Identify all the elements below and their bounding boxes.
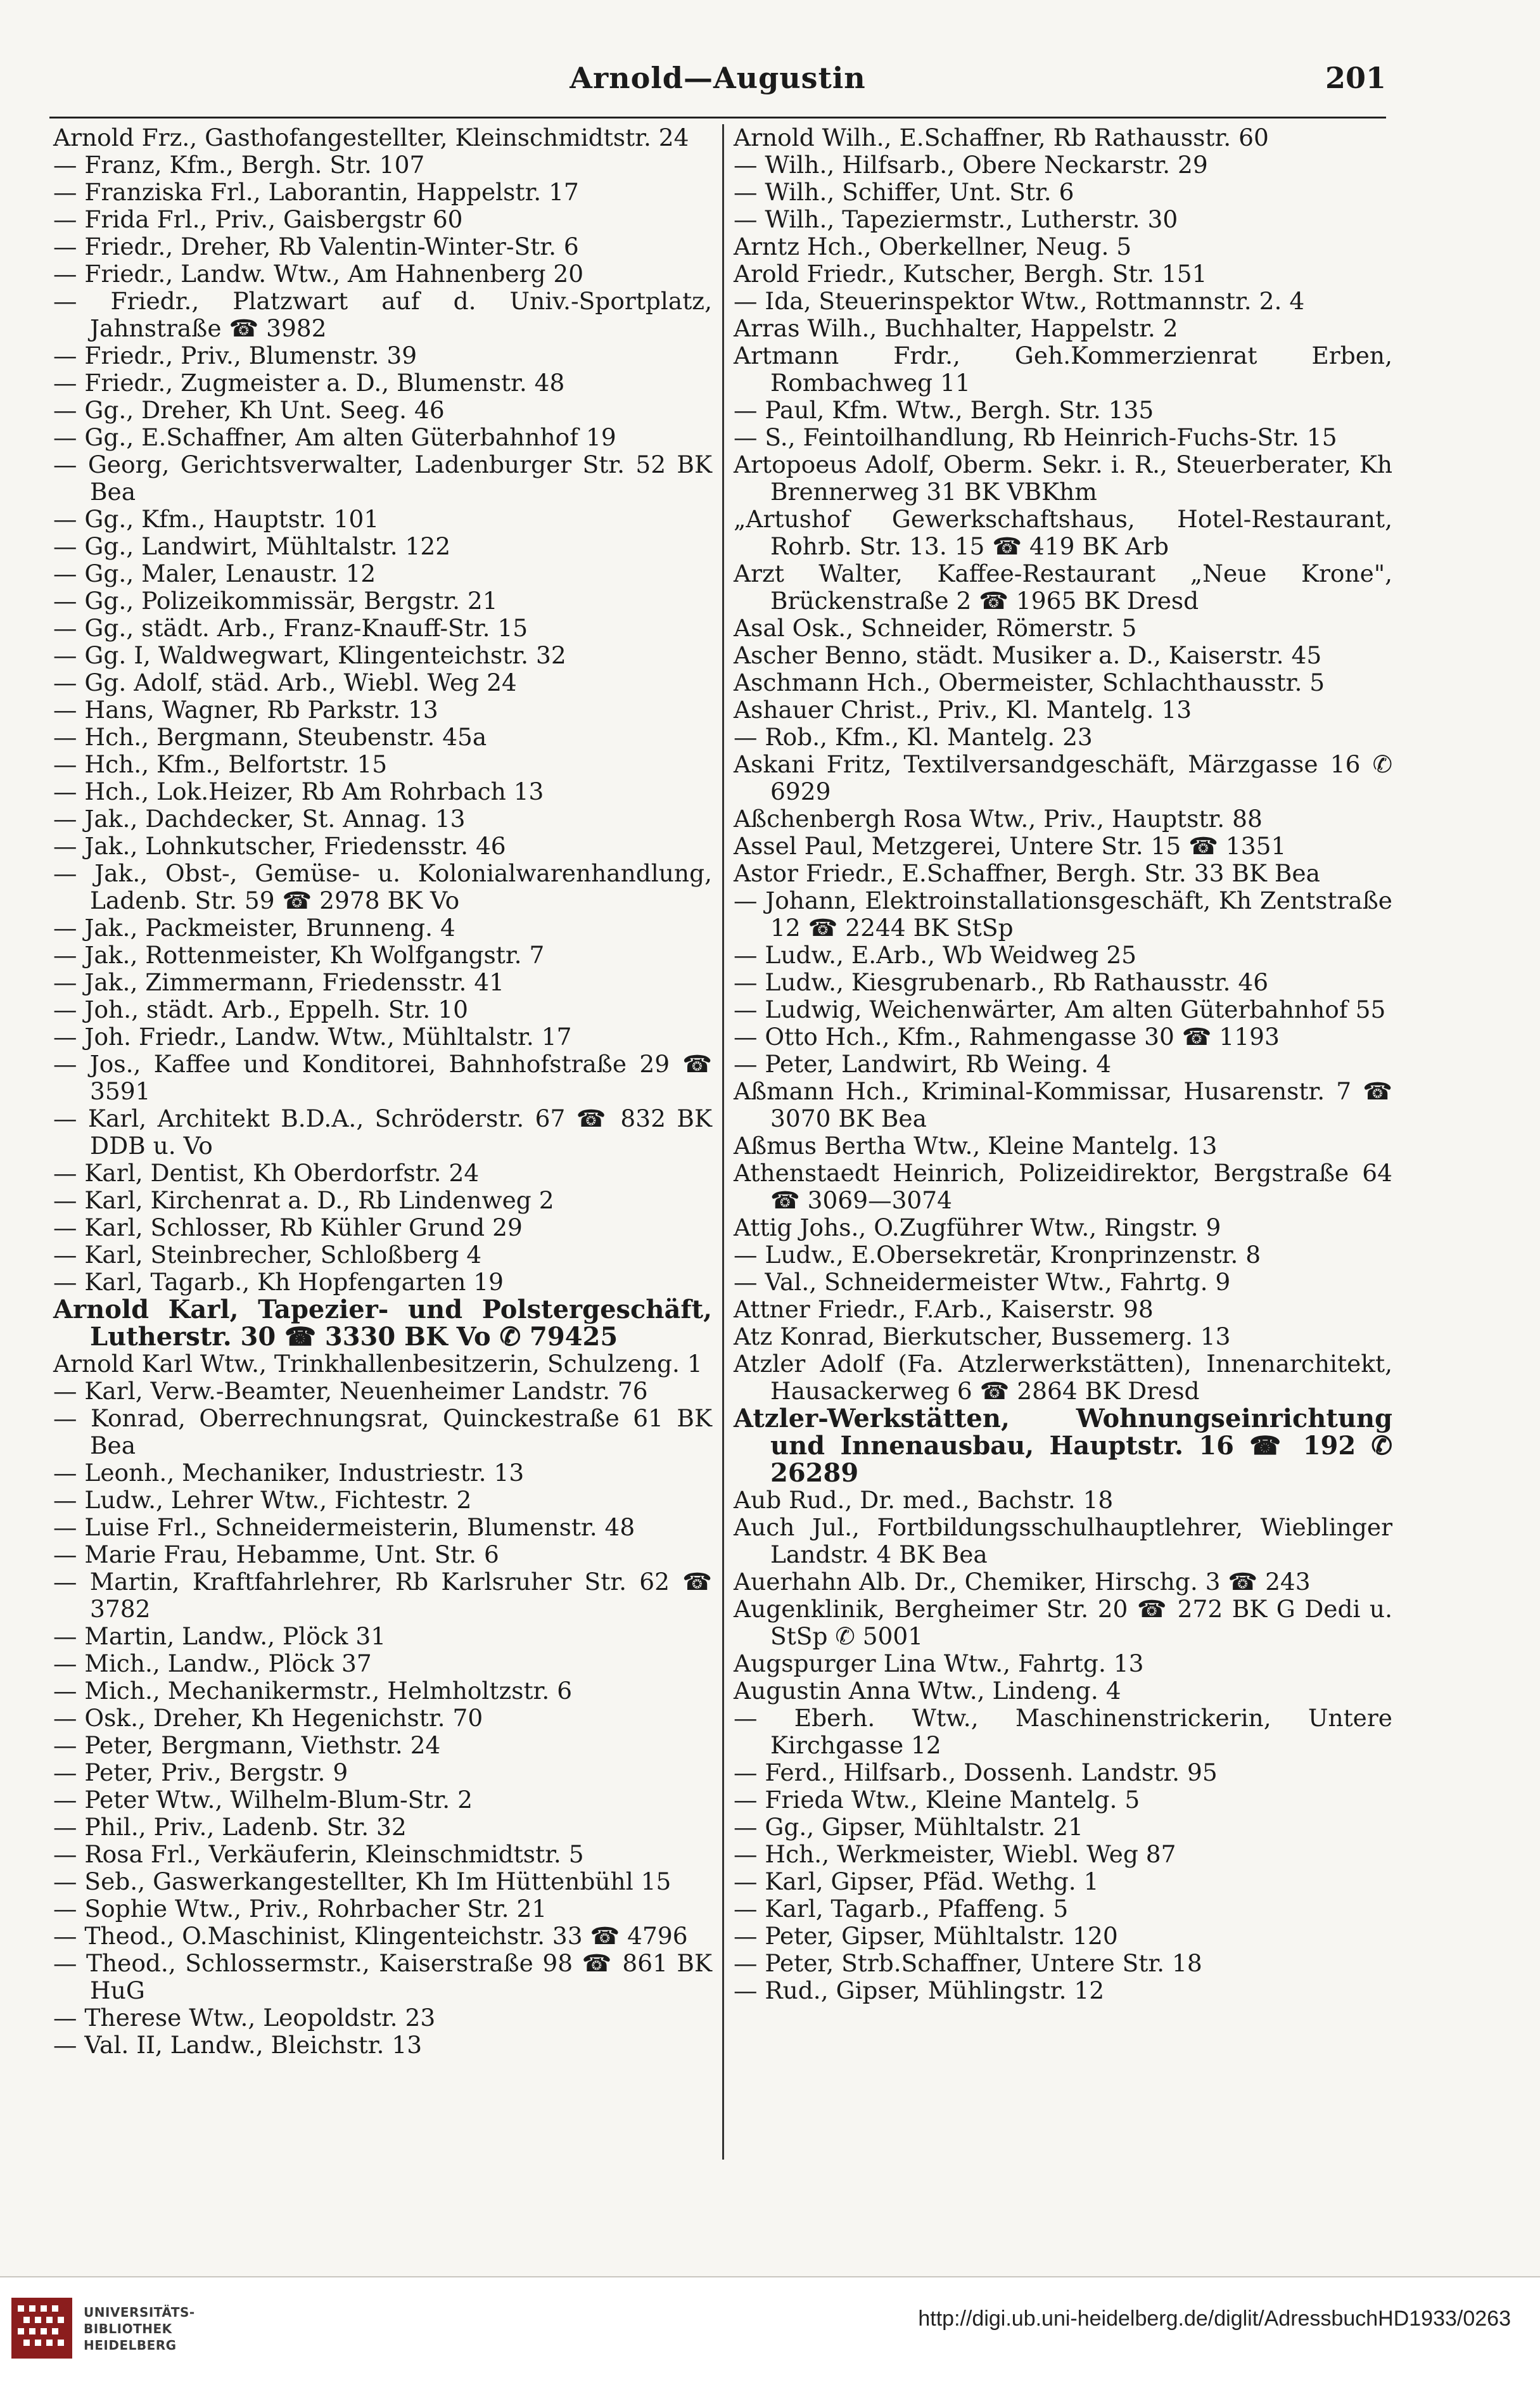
directory-entry: Ascher Benno, städt. Musiker a. D., Kaiserstr. 45 xyxy=(734,641,1322,669)
directory-entry: — Joh. Friedr., Landw. Wtw., Mühltalstr. 17 xyxy=(53,1023,572,1051)
directory-entry: — Frida Frl., Priv., Gaisbergstr 60 xyxy=(53,205,463,233)
directory-entry: — Jos., Kaffee und Konditorei, Bahnhofstraße 29 ☎ 3591 xyxy=(53,1050,712,1105)
library-logo-icon xyxy=(10,2296,73,2360)
directory-entry: — Theod., O.Maschinist, Klingenteichstr. 33 ☎ 4796 xyxy=(53,1922,688,1950)
directory-entry: Artmann Frdr., Geh.Kommerzienrat Erben, Rombachweg 11 xyxy=(734,342,1392,397)
library-logo[interactable] xyxy=(10,2296,219,2366)
directory-entry: — Rud., Gipser, Mühlingstr. 12 xyxy=(734,1976,1105,2004)
directory-entry: Auch Jul., Fortbildungsschulhauptlehrer, Wieblinger Landstr. 4 BK Bea xyxy=(734,1513,1392,1568)
directory-entry: Aub Rud., Dr. med., Bachstr. 18 xyxy=(734,1486,1114,1514)
directory-entry: — Paul, Kfm. Wtw., Bergh. Str. 135 xyxy=(734,396,1154,424)
directory-entry: — Otto Hch., Kfm., Rahmengasse 30 ☎ 1193 xyxy=(734,1023,1280,1051)
directory-entry: — Karl, Verw.-Beamter, Neuenheimer Landstr. 76 xyxy=(53,1377,648,1405)
directory-entry: — Gg., Gipser, Mühltalstr. 21 xyxy=(734,1813,1083,1841)
directory-entry: Arntz Hch., Oberkellner, Neug. 5 xyxy=(734,233,1132,260)
directory-entry: — Peter, Priv., Bergstr. 9 xyxy=(53,1758,348,1786)
directory-entry: — Hch., Bergmann, Steubenstr. 45a xyxy=(53,723,487,751)
directory-entry: — Friedr., Zugmeister a. D., Blumenstr. 48 xyxy=(53,369,565,397)
directory-entry: — Karl, Kirchenrat a. D., Rb Lindenweg 2 xyxy=(53,1186,554,1214)
library-name xyxy=(84,2304,195,2353)
directory-entry: — Ida, Steuerinspektor Wtw., Rottmannstr. 2. 4 xyxy=(734,287,1305,315)
directory-entry: — Val., Schneidermeister Wtw., Fahrtg. 9 xyxy=(734,1268,1231,1296)
directory-entry: Assel Paul, Metzgerei, Untere Str. 15 ☎ 1351 xyxy=(734,832,1287,860)
directory-entry: — Friedr., Dreher, Rb Valentin-Winter-Str. 6 xyxy=(53,233,579,260)
directory-entry: Arnold Karl, Tapezier- und Polstergeschäft, Lutherstr. 30 ☎ 3330 BK Vo ✆ 79425 xyxy=(53,1295,712,1352)
library-name-line-2: BIBLIOTHEK xyxy=(84,2321,172,2336)
directory-entry: Aschmann Hch., Obermeister, Schlachthausstr. 5 xyxy=(734,669,1325,696)
library-name-line-3: HEIDELBERG xyxy=(84,2338,177,2353)
directory-entry: — Mich., Landw., Plöck 37 xyxy=(53,1649,372,1677)
directory-entry: — Osk., Dreher, Kh Hegenichstr. 70 xyxy=(53,1704,483,1732)
directory-entry: — Gg. I, Waldwegwart, Klingenteichstr. 32 xyxy=(53,641,566,669)
directory-entry: — Ferd., Hilfsarb., Dossenh. Landstr. 95 xyxy=(734,1758,1218,1786)
directory-entry: — Karl, Schlosser, Rb Kühler Grund 29 xyxy=(53,1213,523,1241)
directory-entry: — Ludwig, Weichenwärter, Am alten Güterbahnhof 55 xyxy=(734,996,1386,1023)
directory-entry: — Gg., Polizeikommissär, Bergstr. 21 xyxy=(53,587,498,615)
directory-entry: — Jak., Zimmermann, Friedensstr. 41 xyxy=(53,968,505,996)
directory-entry: — Johann, Elektroinstallationsgeschäft, Kh Zentstraße 12 ☎ 2244 BK StSp xyxy=(734,887,1392,942)
directory-entry: — Friedr., Landw. Wtw., Am Hahnenberg 20 xyxy=(53,260,584,288)
directory-entry: — Martin, Kraftfahrlehrer, Rb Karlsruher Str. 62 ☎ 3782 xyxy=(53,1568,712,1623)
directory-entry: Astor Friedr., E.Schaffner, Bergh. Str. 33 BK Bea xyxy=(734,859,1320,887)
directory-entry: — Frieda Wtw., Kleine Mantelg. 5 xyxy=(734,1786,1140,1814)
directory-entry: Aßmus Bertha Wtw., Kleine Mantelg. 13 xyxy=(734,1132,1218,1160)
directory-entry: — Friedr., Priv., Blumenstr. 39 xyxy=(53,342,417,369)
directory-entry: — Marie Frau, Hebamme, Unt. Str. 6 xyxy=(53,1540,499,1568)
directory-entry: Augspurger Lina Wtw., Fahrtg. 13 xyxy=(734,1649,1144,1677)
directory-entry: Arnold Frz., Gasthofangestellter, Kleinschmidtstr. 24 xyxy=(53,124,689,151)
directory-entry: — Joh., städt. Arb., Eppelh. Str. 10 xyxy=(53,996,468,1023)
directory-entry: — Gg. Adolf, städ. Arb., Wiebl. Weg 24 xyxy=(53,669,517,696)
directory-entry: Attig Johs., O.Zugführer Wtw., Ringstr. 9 xyxy=(734,1213,1221,1241)
directory-entry: Arras Wilh., Buchhalter, Happelstr. 2 xyxy=(734,314,1178,342)
directory-entry: — Wilh., Hilfsarb., Obere Neckarstr. 29 xyxy=(734,151,1208,179)
directory-entry: — Hch., Werkmeister, Wiebl. Weg 87 xyxy=(734,1840,1176,1868)
directory-entry: — Gg., Dreher, Kh Unt. Seeg. 46 xyxy=(53,396,445,424)
column-divider xyxy=(722,124,724,2160)
directory-entry: — Karl, Gipser, Pfäd. Wethg. 1 xyxy=(734,1867,1099,1895)
directory-entry: — Jak., Obst-, Gemüse- u. Kolonialwarenhandlung, Ladenb. Str. 59 ☎ 2978 BK Vo xyxy=(53,859,712,914)
directory-entry: Atzler-Werkstätten, Wohnungseinrichtung und Innenausbau, Hauptstr. 16 ☎ 192 ✆ 26289 xyxy=(734,1404,1392,1488)
directory-entry: — Franz, Kfm., Bergh. Str. 107 xyxy=(53,151,425,179)
directory-entry: — Gg., städt. Arb., Franz-Knauff-Str. 15 xyxy=(53,614,528,642)
header-rule xyxy=(49,117,1386,118)
directory-entry: — Hans, Wagner, Rb Parkstr. 13 xyxy=(53,696,438,724)
directory-entry: — Jak., Lohnkutscher, Friedensstr. 46 xyxy=(53,832,506,860)
directory-entry: Askani Fritz, Textilversandgeschäft, Märzgasse 16 ✆ 6929 xyxy=(734,750,1392,805)
directory-entry: — Peter, Landwirt, Rb Weing. 4 xyxy=(734,1050,1112,1078)
directory-entry: Attner Friedr., F.Arb., Kaiserstr. 98 xyxy=(734,1295,1154,1323)
directory-entry: — Georg, Gerichtsverwalter, Ladenburger Str. 52 BK Bea xyxy=(53,451,712,506)
directory-entry: Asal Osk., Schneider, Römerstr. 5 xyxy=(734,614,1137,642)
directory-entry: Artopoeus Adolf, Oberm. Sekr. i. R., Steuerberater, Kh Brennerweg 31 BK VBKhm xyxy=(734,451,1392,506)
library-name-line-1: UNIVERSITÄTS- xyxy=(84,2305,195,2320)
directory-entry: — Sophie Wtw., Priv., Rohrbacher Str. 21 xyxy=(53,1895,547,1923)
directory-entry: — Karl, Steinbrecher, Schloßberg 4 xyxy=(53,1241,482,1269)
directory-entry: — Karl, Architekt B.D.A., Schröderstr. 67 ☎ 832 BK DDB u. Vo xyxy=(53,1105,712,1160)
directory-entry: — Ludw., Lehrer Wtw., Fichtestr. 2 xyxy=(53,1486,472,1514)
right-column xyxy=(734,124,1392,2004)
directory-entry: Auerhahn Alb. Dr., Chemiker, Hirschg. 3 ☎ 243 xyxy=(734,1568,1311,1596)
viewer-footer xyxy=(0,2277,1540,2382)
directory-entry: Aßmann Hch., Kriminal-Kommissar, Husarenstr. 7 ☎ 3070 BK Bea xyxy=(734,1077,1392,1132)
directory-entry: — Rob., Kfm., Kl. Mantelg. 23 xyxy=(734,723,1093,751)
directory-entry: — Jak., Dachdecker, St. Annag. 13 xyxy=(53,805,466,833)
directory-entry: — Konrad, Oberrechnungsrat, Quinckestraße 61 BK Bea xyxy=(53,1404,712,1459)
directory-entry: — Hch., Lok.Heizer, Rb Am Rohrbach 13 xyxy=(53,778,544,805)
directory-entry: — Jak., Packmeister, Brunneng. 4 xyxy=(53,914,455,942)
directory-entry: — Phil., Priv., Ladenb. Str. 32 xyxy=(53,1813,407,1841)
directory-entry: — Rosa Frl., Verkäuferin, Kleinschmidtstr. 5 xyxy=(53,1840,584,1868)
directory-entry: — Wilh., Schiffer, Unt. Str. 6 xyxy=(734,178,1074,206)
directory-entry: — Eberh. Wtw., Maschinenstrickerin, Untere Kirchgasse 12 xyxy=(734,1704,1392,1759)
directory-entry: Aßchenbergh Rosa Wtw., Priv., Hauptstr. 88 xyxy=(734,805,1263,833)
directory-entry: — Ludw., E.Obersekretär, Kronprinzenstr. 8 xyxy=(734,1241,1261,1269)
directory-entry: — Ludw., E.Arb., Wb Weidweg 25 xyxy=(734,941,1137,969)
directory-entry: — Gg., E.Schaffner, Am alten Güterbahnhof 19 xyxy=(53,423,616,451)
directory-entry: — Karl, Tagarb., Kh Hopfengarten 19 xyxy=(53,1268,504,1296)
directory-entry: — Martin, Landw., Plöck 31 xyxy=(53,1622,386,1650)
page-number: 201 xyxy=(1325,61,1386,95)
directory-entry: — Jak., Rottenmeister, Kh Wolfgangstr. 7 xyxy=(53,941,545,969)
directory-entry: — Peter, Strb.Schaffner, Untere Str. 18 xyxy=(734,1949,1202,1977)
directory-entry: — Seb., Gaswerkangestellter, Kh Im Hüttenbühl 15 xyxy=(53,1867,671,1895)
page-header xyxy=(49,61,1386,108)
directory-entry: — Gg., Landwirt, Mühltalstr. 122 xyxy=(53,532,451,560)
directory-entry: Ashauer Christ., Priv., Kl. Mantelg. 13 xyxy=(734,696,1192,724)
directory-entry: — Wilh., Tapeziermstr., Lutherstr. 30 xyxy=(734,205,1178,233)
directory-entry: — Karl, Dentist, Kh Oberdorfstr. 24 xyxy=(53,1159,480,1187)
directory-entry: — Friedr., Platzwart auf d. Univ.-Sportplatz, Jahnstraße ☎ 3982 xyxy=(53,287,712,342)
directory-entry: „Artushof Gewerkschaftshaus, Hotel-Restaurant, Rohrb. Str. 13. 15 ☎ 419 BK Arb xyxy=(734,505,1392,560)
directory-entry: Arnold Wilh., E.Schaffner, Rb Rathausstr. 60 xyxy=(734,124,1269,151)
directory-entry: — Val. II, Landw., Bleichstr. 13 xyxy=(53,2031,423,2059)
running-title: Arnold—Augustin xyxy=(570,61,866,95)
left-column xyxy=(53,124,712,2059)
directory-entry: Arold Friedr., Kutscher, Bergh. Str. 151 xyxy=(734,260,1207,288)
directory-entry: Arzt Walter, Kaffee-Restaurant „Neue Krone", Brückenstraße 2 ☎ 1965 BK Dresd xyxy=(734,560,1392,615)
directory-entry: Athenstaedt Heinrich, Polizeidirektor, Bergstraße 64 ☎ 3069—3074 xyxy=(734,1159,1392,1214)
source-url-link[interactable]: http://digi.ub.uni-heidelberg.de/diglit/AdressbuchHD1933/0263 xyxy=(918,2307,1511,2331)
directory-entry: — Gg., Maler, Lenaustr. 12 xyxy=(53,560,376,587)
directory-entry: — Mich., Mechanikermstr., Helmholtzstr. 6 xyxy=(53,1677,573,1705)
directory-entry: — Karl, Tagarb., Pfaffeng. 5 xyxy=(734,1895,1069,1923)
directory-entry: Atz Konrad, Bierkutscher, Bussemerg. 13 xyxy=(734,1322,1231,1350)
directory-entry: — Peter, Gipser, Mühltalstr. 120 xyxy=(734,1922,1118,1950)
directory-entry: — Franziska Frl., Laborantin, Happelstr. 17 xyxy=(53,178,579,206)
directory-entry: — Luise Frl., Schneidermeisterin, Blumenstr. 48 xyxy=(53,1513,635,1541)
directory-entry: — Peter, Bergmann, Viethstr. 24 xyxy=(53,1731,441,1759)
directory-entry: Augenklinik, Bergheimer Str. 20 ☎ 272 BK G Dedi u. StSp ✆ 5001 xyxy=(734,1595,1392,1650)
directory-entry: — Gg., Kfm., Hauptstr. 101 xyxy=(53,505,379,533)
directory-entry: Arnold Karl Wtw., Trinkhallenbesitzerin, Schulzeng. 1 xyxy=(53,1350,703,1378)
directory-entry: — Leonh., Mechaniker, Industriestr. 13 xyxy=(53,1459,525,1487)
directory-entry: — Ludw., Kiesgrubenarb., Rb Rathausstr. 46 xyxy=(734,968,1269,996)
directory-entry: — Therese Wtw., Leopoldstr. 23 xyxy=(53,2004,436,2032)
directory-entry: — Hch., Kfm., Belfortstr. 15 xyxy=(53,750,388,778)
directory-entry: — S., Feintoilhandlung, Rb Heinrich-Fuchs-Str. 15 xyxy=(734,423,1337,451)
directory-entry: — Theod., Schlossermstr., Kaiserstraße 98 ☎ 861 BK HuG xyxy=(53,1949,712,2004)
directory-entry: Atzler Adolf (Fa. Atzlerwerkstätten), Innenarchitekt, Hausackerweg 6 ☎ 2864 BK Dresd xyxy=(734,1350,1392,1405)
directory-entry: — Peter Wtw., Wilhelm-Blum-Str. 2 xyxy=(53,1786,473,1814)
directory-entry: Augustin Anna Wtw., Lindeng. 4 xyxy=(734,1677,1121,1705)
